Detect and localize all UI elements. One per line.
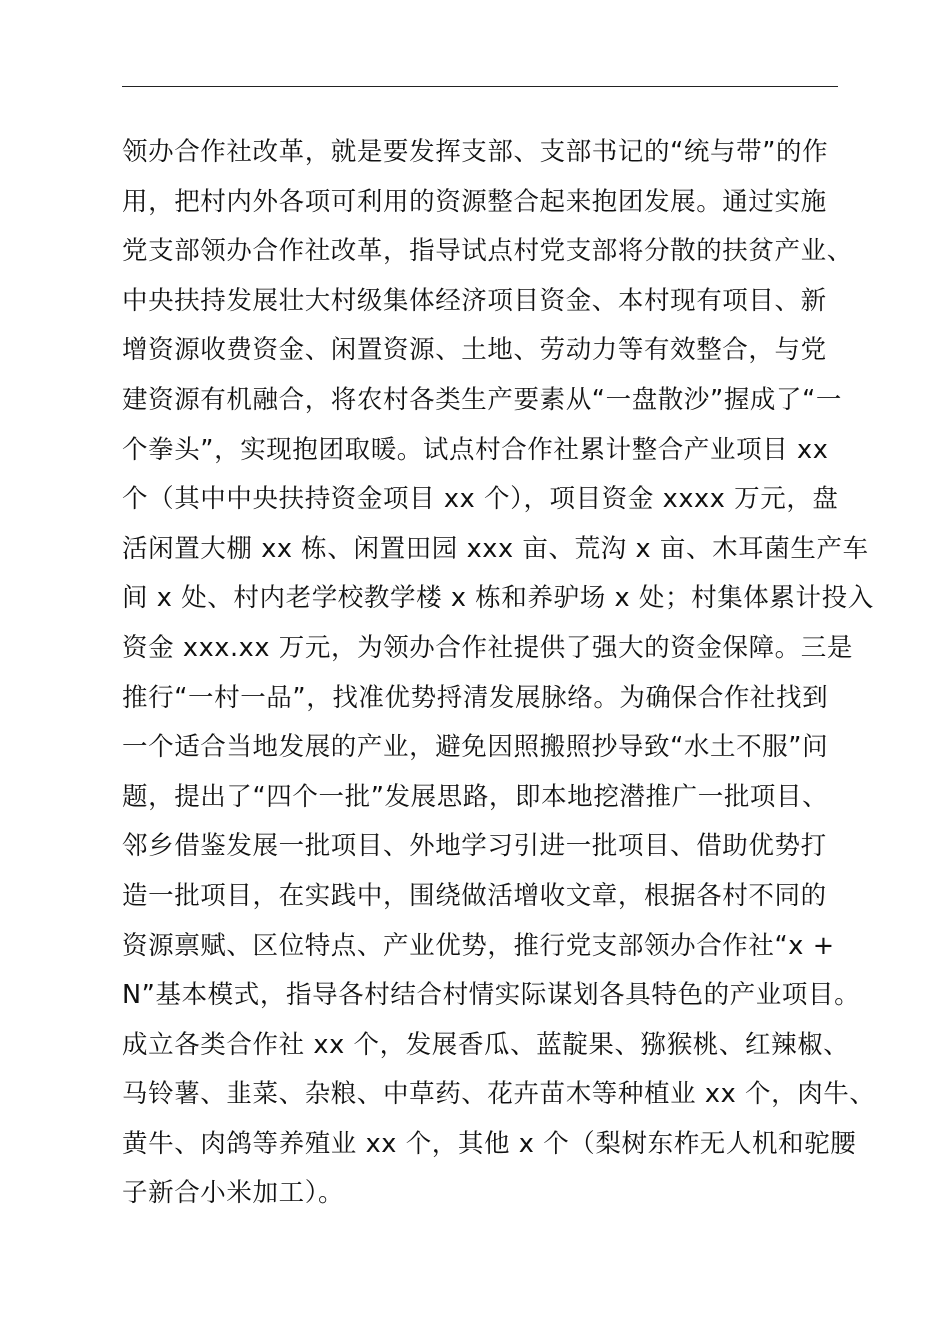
text-line: 题，提出了“四个一批”发展思路，即本地挖潜推广一批项目、 xyxy=(122,781,829,812)
text-line: 黄牛、肉鸽等养殖业 xx 个，其他 x 个（梨树东柞无人机和驼腰 xyxy=(122,1128,857,1159)
text-line: 个（其中中央扶持资金项目 xx 个），项目资金 xxxx 万元，盘 xyxy=(122,484,839,515)
text-line: 个拳头”，实现抱团取暖。试点村合作社累计整合产业项目 xx xyxy=(122,434,829,465)
text-line: 邻乡借鉴发展一批项目、外地学习引进一批项目、借助优势打 xyxy=(122,831,827,862)
text-line: 资金 xxx.xx 万元，为领办合作社提供了强大的资金保障。三是 xyxy=(122,632,853,663)
text-line: 中央扶持发展壮大村级集体经济项目资金、本村现有项目、新 xyxy=(122,285,827,316)
text-line: 建资源有机融合，将农村各类生产要素从“一盘散沙”握成了“一 xyxy=(122,384,843,415)
text-line: 增资源收费资金、闲置资源、土地、劳动力等有效整合，与党 xyxy=(122,335,827,366)
text-line: 领办合作社改革，就是要发挥支部、支部书记的“统与带”的作 xyxy=(122,137,829,167)
text-line: 资源禀赋、区位特点、产业优势，推行党支部领办合作社“x + xyxy=(122,930,835,961)
text-line: 子新合小米加工）。 xyxy=(122,1178,345,1209)
text-line: 推行“一村一品”，找准优势捋清发展脉络。为确保合作社找到 xyxy=(122,682,829,713)
text-line: 活闲置大棚 xx 栋、闲置田园 xxx 亩、荒沟 x 亩、木耳菌生产车 xyxy=(122,533,869,564)
text-line: 间 x 处、村内老学校教学楼 x 栋和养驴场 x 处；村集体累计投入 xyxy=(122,583,874,614)
text-line: N”基本模式，指导各村结合村情实际谋划各具特色的产业项目。 xyxy=(122,980,861,1011)
text-line: 成立各类合作社 xx 个，发展香瓜、蓝靛果、猕猴桃、红辣椒、 xyxy=(122,1029,850,1060)
text-line: 造一批项目，在实践中，围绕做活增收文章，根据各村不同的 xyxy=(122,880,827,911)
body-paragraph xyxy=(122,128,876,1219)
text-line: 一个适合当地发展的产业，避免因照搬照抄导致“水土不服”问 xyxy=(122,732,829,763)
header-rule xyxy=(122,86,838,87)
text-line: 党支部领办合作社改革，指导试点村党支部将分散的扶贫产业、 xyxy=(122,236,853,267)
text-line: 马铃薯、韭菜、杂粮、中草药、花卉苗木等种植业 xx 个，肉牛、 xyxy=(122,1079,876,1110)
text-line: 用，把村内外各项可利用的资源整合起来抱团发展。通过实施 xyxy=(122,186,827,217)
